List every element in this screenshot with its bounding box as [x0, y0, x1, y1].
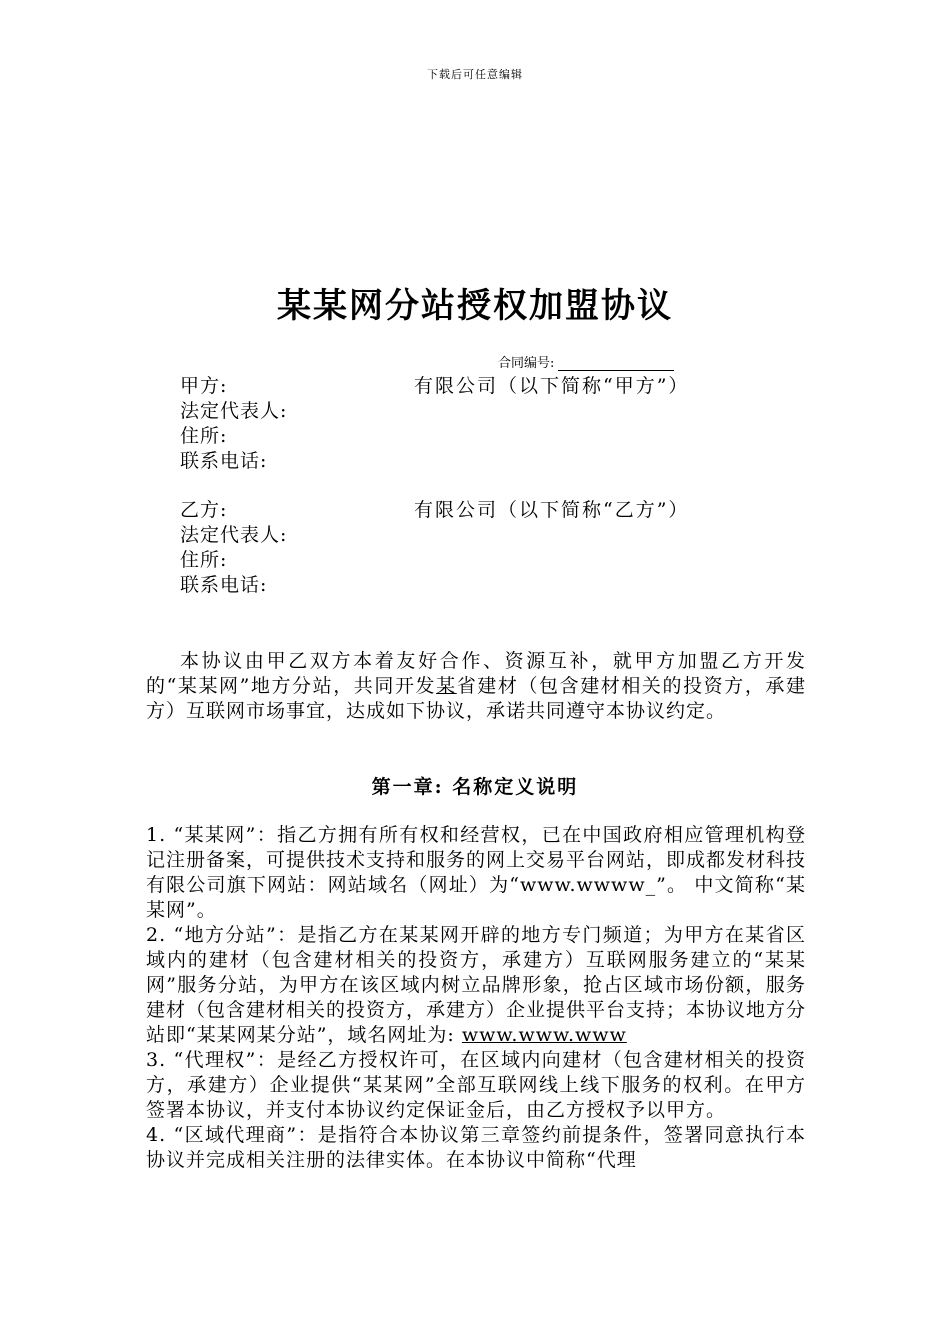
intro-paragraph	[146, 649, 806, 724]
clause-2	[146, 923, 806, 1048]
clause-2-url: www.www.www	[461, 1024, 627, 1046]
party-a-phone-label: 联系电话:	[180, 450, 268, 472]
clause-1: 1. “某某网”：指乙方拥有所有权和经营权，已在中国政府相应管理机构登记注册备案，可提供技术支持和服务的网上交易平台网站，即成都发材科技有限公司旗下网站：网站域名（网址）为“www.wwww_”。 中文简称“某某网”。	[146, 824, 807, 921]
intro-part3: 省建材（包含建材相关的投资方，承建方）互联网市场事宜，达成如下协议，承诺共同遵守本协议约定。	[146, 675, 806, 722]
party-b-name-label: 乙方:	[180, 499, 228, 521]
contract-number	[498, 352, 674, 371]
clause-4: 4. “区域代理商”：是指符合本协议第三章签约前提条件，签署同意执行本协议并完成相关注册的法律实体。在本协议中简称“代理	[146, 1124, 806, 1171]
document-title: 某某网分站授权加盟协议	[277, 286, 673, 326]
clause-2-text: 2. “地方分站”：是指乙方在某某网开辟的地方专门频道；为甲方在某省区域内的建材（包含建材相关的投资方，承建方）互联网服务建立的“某某网”服务分站，为甲方在该区域内树立品牌形象，抢占区域市场份额，服务建材（包含建材相关的投资方，承建方）企业提供平台支持；本协议地方分站即“某某网某分站”，域名网址为:	[146, 924, 807, 1046]
party-a-name-suffix: 有限公司（以下简称“甲方”）	[414, 375, 690, 397]
clause-3: 3. “代理权”：是经乙方授权许可，在区域内向建材（包含建材相关的投资方，承建方）企业提供“某某网”全部互联网线上线下服务的权利。在甲方签署本协议，并支付本协议约定保证金后，由乙方授权予以甲方。	[146, 1049, 806, 1121]
header-note: 下载后可任意编辑	[427, 68, 523, 81]
chapter-1-title: 第一章: 名称定义说明	[371, 776, 579, 798]
intro-province: 某	[436, 675, 457, 697]
contract-number-blank	[558, 356, 674, 371]
party-b-name-suffix: 有限公司（以下简称“乙方”）	[414, 499, 690, 521]
contract-number-label: 合同编号:	[498, 356, 555, 371]
party-a-rep-label: 法定代表人:	[180, 400, 288, 422]
party-b-rep-label: 法定代表人:	[180, 524, 288, 546]
party-a-address-label: 住所:	[180, 425, 228, 447]
party-a-name-label: 甲方:	[180, 375, 228, 397]
intro-part1: 本协议由甲乙双方本着友好合作、资源互补，就甲方加盟乙方开发的“某某网”地方分站，共同开发	[146, 650, 806, 697]
chapter-1-clauses	[146, 823, 806, 1173]
party-b-phone-label: 联系电话:	[180, 574, 268, 596]
party-b-address-label: 住所:	[180, 549, 228, 571]
